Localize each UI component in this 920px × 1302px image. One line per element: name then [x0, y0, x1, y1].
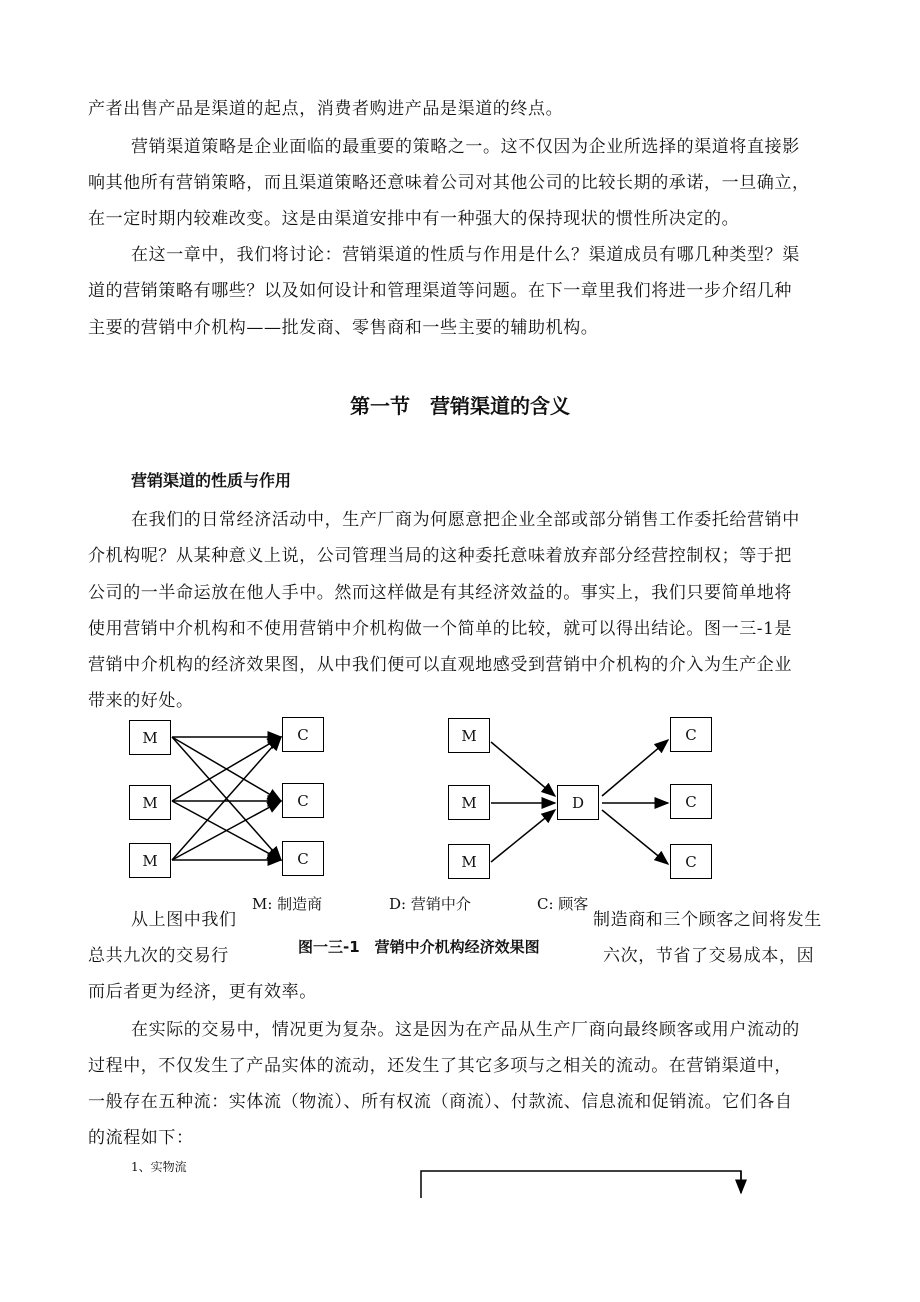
paragraph-line: 在这一章中，我们将讨论：营销渠道的性质与作用是什么？渠道成员有哪几种类型？渠	[131, 245, 800, 265]
paragraph-line: 使用营销中介机构和不使用营销中介机构做一个简单的比较，就可以得出结论。图一三-1是	[88, 619, 793, 639]
manufacturer-box: M	[129, 785, 171, 820]
paragraph-line: 主要的营销中介机构——批发商、零售商和一些主要的辅助机构。	[88, 318, 599, 338]
paragraph-line: 在我们的日常经济活动中，生产厂商为何愿意把企业全部或部分销售工作委托给营销中	[131, 510, 800, 530]
customer-box: C	[282, 841, 324, 876]
paragraph-line: 响其他所有营销策略，而且渠道策略还意味着公司对其他公司的比较长期的承诺，一旦确立，	[88, 173, 810, 193]
legend-intermediary: D: 营销中介	[389, 895, 471, 913]
paragraph-line: 制造商和三个顾客之间将发生	[593, 910, 822, 930]
paragraph-line: 产者出售产品是渠道的起点，消费者购进产品是渠道的终点。	[88, 99, 564, 119]
figure-caption: 图一三-1 营销中介机构经济效果图	[298, 936, 588, 960]
manufacturer-box: M	[448, 785, 490, 820]
paragraph-line: 的流程如下：	[88, 1128, 194, 1148]
customer-box: C	[282, 783, 324, 818]
paragraph-line: 从上图中我们	[131, 910, 237, 930]
paragraph-line: 带来的好处。	[88, 691, 194, 711]
paragraph-line: 营销渠道策略是企业面临的最重要的策略之一。这不仅因为企业所选择的渠道将直接影	[131, 137, 800, 157]
paragraph-line: 在实际的交易中，情况更为复杂。这是因为在产品从生产厂商向最终顾客或用户流动的	[131, 1020, 800, 1040]
manufacturer-box: M	[129, 720, 171, 755]
customer-box: C	[670, 717, 712, 752]
paragraph-line: 在一定时期内较难改变。这是由渠道安排中有一种强大的保持现状的惯性所决定的。	[88, 209, 740, 229]
paragraph-line: 六次，节省了交易成本，因	[603, 946, 815, 966]
customer-box: C	[670, 844, 712, 879]
paragraph-line: 营销中介机构的经济效果图，从中我们便可以直观地感受到营销中介机构的介入为生产企业	[88, 655, 792, 675]
paragraph-line: 一般存在五种流：实体流（物流）、所有权流（商流）、付款流、信息流和促销流。它们各自	[88, 1092, 793, 1112]
manufacturer-box: M	[448, 718, 490, 753]
manufacturer-box: M	[129, 843, 171, 878]
legend-manufacturer: M: 制造商	[252, 895, 323, 913]
paragraph-line: 总共九次的交易行	[88, 946, 229, 966]
list-item-physical-flow: 1、实物流	[131, 1160, 187, 1174]
customer-box: C	[670, 784, 712, 819]
paragraph-line: 过程中，不仅发生了产品实体的流动，还发生了其它多项与之相关的流动。在营销渠道中，	[88, 1056, 792, 1076]
legend-customer: C: 顾客	[537, 895, 589, 913]
customer-box: C	[282, 717, 324, 752]
paragraph-line: 道的营销策略有哪些？以及如何设计和管理渠道等问题。在下一章里我们将进一步介绍几种	[88, 281, 792, 301]
flow-bracket	[421, 1171, 741, 1198]
paragraph-line: 公司的一半命运放在他人手中。然而这样做是有其经济效益的。事实上，我们只要简单地将	[88, 583, 792, 603]
paragraph-line: 介机构呢？从某种意义上说，公司管理当局的这种委托意味着放弃部分经营控制权；等于把	[88, 546, 792, 566]
intermediary-box: D	[557, 785, 599, 820]
direct-arrows	[172, 737, 281, 860]
paragraph-line: 而后者更为经济，更有效率。	[88, 982, 317, 1002]
section-title: 第一节 营销渠道的含义	[350, 394, 570, 418]
manufacturer-box: M	[448, 844, 490, 879]
subheading: 营销渠道的性质与作用	[131, 471, 292, 490]
